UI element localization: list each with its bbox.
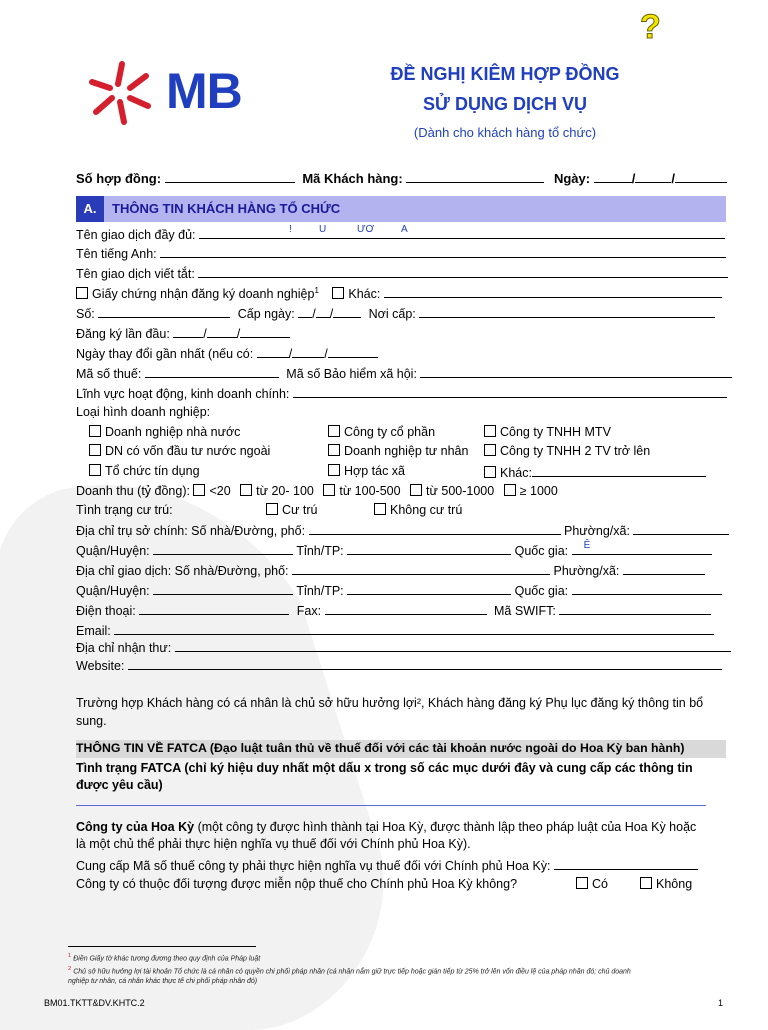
tax-exempt-question: Công ty có thuộc đối tượng được miễn nộp thuế cho Chính phủ Hoa Kỳ không? — [76, 877, 518, 891]
head-office-street-field[interactable] — [309, 522, 561, 535]
enterprise-type-option-label: Tổ chức tín dụng — [105, 464, 200, 478]
country-mark: Ê — [583, 540, 591, 551]
issue-place-field[interactable] — [419, 305, 715, 318]
footer-form-code: BM01.TKTT&DV.KHTC.2 — [44, 998, 145, 1008]
enterprise-type-checkbox[interactable] — [484, 444, 496, 456]
short-name-label: Tên giao dịch viết tắt: — [76, 267, 195, 281]
trading-district-row — [76, 582, 726, 600]
latest-change-day-field[interactable] — [257, 345, 289, 358]
mailing-address-field[interactable] — [175, 639, 731, 652]
website-field[interactable] — [128, 657, 722, 670]
enterprise-type-option[interactable] — [89, 464, 200, 478]
district-label: Quận/Huyện: — [76, 584, 150, 598]
footnote-2-number: 2 — [68, 966, 72, 972]
us-tin-row — [76, 857, 698, 873]
revenue-option-label: <20 — [209, 484, 231, 498]
help-icon[interactable]: ? — [640, 8, 661, 46]
latest-change-month-field[interactable] — [292, 345, 324, 358]
enterprise-type-row — [76, 405, 726, 423]
enterprise-type-option[interactable] — [328, 444, 468, 458]
enterprise-type-checkbox[interactable] — [89, 444, 101, 456]
contract-no-field[interactable] — [165, 170, 295, 183]
business-field-field[interactable] — [293, 385, 727, 398]
date-label: Ngày: — [553, 171, 591, 186]
footnote-1-text: Điền Giấy tờ khác tương đương theo quy định của Pháp luật — [73, 955, 261, 963]
reg-cert-checkbox[interactable] — [76, 287, 88, 299]
business-field-row — [76, 385, 726, 403]
first-reg-label: Đăng ký lần đầu: — [76, 327, 170, 341]
first-reg-month-field[interactable] — [207, 325, 237, 338]
enterprise-type-checkbox[interactable] — [328, 444, 340, 456]
ward-label: Phường/xã: — [564, 524, 630, 538]
issue-year-field[interactable] — [333, 305, 361, 318]
trading-address-row — [76, 562, 726, 580]
page-number: 1 — [718, 998, 724, 1008]
email-row — [76, 622, 726, 640]
mb-logo — [86, 58, 266, 128]
number-label: Số: — [76, 307, 95, 321]
enterprise-type-option-label: Công ty TNHH MTV — [500, 425, 611, 439]
province-label: Tỉnh/TP: — [296, 544, 344, 558]
full-name-mark: ! — [289, 224, 292, 235]
website-row — [76, 657, 726, 675]
trading-street-field[interactable] — [292, 562, 550, 575]
revenue-checkbox[interactable] — [240, 484, 252, 496]
residency-option[interactable] — [374, 503, 462, 517]
issue-day-field[interactable] — [298, 305, 312, 318]
english-name-label: Tên tiếng Anh: — [76, 247, 157, 261]
footnote-1-number: 1 — [68, 953, 72, 959]
enterprise-type-option[interactable] — [328, 425, 435, 439]
enterprise-type-option-label: Doanh nghiệp nhà nước — [105, 425, 241, 439]
enterprise-type-option-label: Công ty cổ phần — [344, 425, 436, 439]
latest-change-row: Ngày thay đổi gần nhất (nếu có: / / — [76, 345, 726, 363]
contract-no-label: Số hợp đồng: — [76, 171, 162, 186]
latest-change-year-field[interactable] — [328, 345, 378, 358]
tax-code-row — [76, 365, 726, 383]
us-company-bold: Công ty của Hoa Kỳ — [76, 820, 195, 834]
phone-label: Điện thoại: — [76, 604, 136, 618]
us-company-line1 — [76, 820, 696, 834]
website-label: Website: — [76, 659, 125, 673]
enterprise-type-option-label: Doanh nghiệp tư nhân — [344, 444, 469, 458]
date-month-field[interactable] — [635, 170, 671, 183]
enterprise-type-checkbox[interactable] — [328, 464, 340, 476]
enterprise-type-option[interactable] — [89, 444, 270, 458]
head-office-district-field[interactable] — [153, 542, 293, 555]
email-label: Email: — [76, 624, 111, 638]
enterprise-type-label: Loại hình doanh nghiệp: — [76, 405, 211, 419]
form-subtitle: (Dành cho khách hàng tổ chức) — [413, 125, 597, 140]
social-ins-label: Mã số Bảo hiểm xã hội: — [286, 367, 417, 381]
district-label: Quận/Huyện: — [76, 544, 150, 558]
contract-line: Số hợp đồng: Mã Khách hàng: Ngày: / / — [76, 170, 726, 188]
enterprise-type-option[interactable] — [484, 444, 650, 458]
enterprise-type-checkbox[interactable] — [484, 425, 496, 437]
enterprise-type-option[interactable] — [484, 425, 611, 439]
issue-month-field[interactable] — [316, 305, 330, 318]
swift-field[interactable] — [559, 602, 711, 615]
issue-date-label: Cấp ngày: — [237, 307, 295, 321]
footnote-divider — [68, 946, 256, 947]
footnote-2-text: Chủ sở hữu hưởng lợi tài khoản Tổ chức là cá nhân có quyền chi phối pháp nhân (cá nhân nắm giữ trực tiếp hoặc gián tiếp từ 25% trở lên vốn điều lệ của pháp nhân đó; chủ doanh — [73, 968, 631, 976]
other-doc-checkbox[interactable] — [332, 287, 344, 299]
section-a-title: THÔNG TIN KHÁCH HÀNG TỔ CHỨC — [112, 201, 341, 216]
footnote-1 — [68, 953, 260, 962]
tax-exempt-no[interactable] — [640, 877, 692, 891]
country-label: Quốc gia: — [514, 584, 569, 598]
enterprise-type-option-label: Hợp tác xã — [344, 464, 405, 478]
section-a-header — [76, 196, 726, 222]
tax-exempt-yes-label: Có — [592, 877, 608, 891]
full-name-mark: U — [319, 224, 327, 235]
logo-text: MB — [166, 63, 242, 119]
phone-field[interactable] — [139, 602, 289, 615]
full-name-mark: A — [401, 224, 408, 235]
tax-code-field[interactable] — [145, 365, 279, 378]
number-row: Số: Cấp ngày: / / Nơi cấp: — [76, 305, 726, 323]
residency-checkbox[interactable] — [374, 503, 386, 515]
tax-exempt-yes[interactable] — [576, 877, 608, 891]
tax-exempt-no-checkbox[interactable] — [640, 877, 652, 889]
social-ins-field[interactable] — [420, 365, 732, 378]
trading-address-label: Địa chỉ giao dịch: Số nhà/Đường, phố: — [76, 564, 289, 578]
footnote-2 — [68, 966, 631, 975]
enterprise-type-option[interactable] — [89, 425, 240, 439]
revenue-option-label: ≥ 1000 — [519, 484, 558, 498]
enterprise-type-option-label: Khác: — [500, 466, 532, 480]
english-name-field[interactable] — [160, 245, 726, 258]
email-field[interactable] — [114, 622, 714, 635]
fatca-divider — [76, 805, 706, 806]
enterprise-type-checkbox[interactable] — [89, 425, 101, 437]
latest-change-label: Ngày thay đổi gần nhất (nếu có: — [76, 347, 254, 361]
enterprise-type-checkbox[interactable] — [328, 425, 340, 437]
form-title-line2: SỬ DỤNG DỊCH VỤ — [423, 94, 587, 114]
us-company-rest: (một công ty được hình thành tại Hoa Kỳ, được thành lập theo pháp luật của Hoa Kỳ hoặc — [197, 820, 697, 834]
short-name-row — [76, 265, 726, 283]
revenue-row — [76, 484, 726, 502]
head-office-ward-field[interactable] — [633, 522, 729, 535]
enterprise-type-option-label: Công ty TNHH 2 TV trở lên — [500, 444, 651, 458]
fax-field[interactable] — [325, 602, 487, 615]
first-reg-row: Đăng ký lần đầu: / / — [76, 325, 726, 343]
head-office-label: Địa chỉ trụ sở chính: Số nhà/Đường, phố: — [76, 524, 306, 538]
footnote-2-cont: nghiệp tư nhân, cá nhân khác thực tế chi phối pháp nhân đó) — [68, 978, 258, 985]
fatca-status-line2: được yêu cầu) — [76, 778, 163, 792]
country-label: Quốc gia: — [514, 544, 569, 558]
trading-ward-field[interactable] — [623, 562, 705, 575]
number-field[interactable] — [98, 305, 230, 318]
issue-place-label: Nơi cấp: — [368, 307, 416, 321]
first-reg-year-field[interactable] — [240, 325, 290, 338]
revenue-option-label: từ 100-500 — [339, 484, 401, 498]
head-office-row — [76, 522, 726, 540]
revenue-checkbox[interactable] — [323, 484, 335, 496]
residency-option-label: Cư trú — [282, 503, 318, 517]
other-doc-field[interactable] — [384, 285, 722, 298]
enterprise-type-option[interactable] — [328, 464, 405, 478]
head-office-district-row — [76, 542, 726, 560]
full-name-row — [76, 226, 726, 244]
revenue-label: Doanh thu (tỷ đồng): — [76, 484, 190, 498]
trading-district-field[interactable] — [153, 582, 293, 595]
form-title-line1: ĐỀ NGHỊ KIÊM HỢP ĐỒNG — [390, 64, 620, 84]
tax-code-label: Mã số thuế: — [76, 367, 142, 381]
section-a-badge: A. — [76, 196, 104, 222]
footnote-ref-1: 1 — [314, 285, 319, 295]
revenue-checkbox[interactable] — [410, 484, 422, 496]
phone-row — [76, 602, 726, 620]
tax-exempt-no-label: Không — [656, 877, 693, 891]
date-day-field[interactable] — [594, 170, 632, 183]
business-field-label: Lĩnh vực hoạt động, kinh doanh chính: — [76, 387, 290, 401]
full-name-label: Tên giao dịch đầy đủ: — [76, 228, 196, 242]
residency-label: Tình trạng cư trú: — [76, 503, 173, 517]
english-name-row — [76, 245, 726, 263]
reg-cert-label: Giấy chứng nhận đăng ký doanh nghiệp — [92, 287, 315, 301]
trading-province-field[interactable] — [347, 582, 511, 595]
customer-code-field[interactable] — [406, 170, 544, 183]
date-year-field[interactable] — [675, 170, 727, 183]
revenue-option-label: từ 20- 100 — [256, 484, 314, 498]
us-company-line2: là một chủ thể phải thực hiện nghĩa vụ thuế đối với Chính phủ Hoa Kỳ). — [76, 837, 471, 851]
short-name-field[interactable] — [198, 265, 728, 278]
mailing-address-row — [76, 639, 726, 657]
swift-label: Mã SWIFT: — [494, 604, 556, 618]
customer-code-label: Mã Khách hàng: — [302, 171, 403, 186]
residency-option-label: Không cư trú — [390, 503, 463, 517]
first-reg-day-field[interactable] — [173, 325, 203, 338]
enterprise-type-option[interactable] — [484, 464, 706, 480]
fax-label: Fax: — [296, 604, 322, 618]
residency-option[interactable] — [266, 503, 317, 517]
beneficial-owner-note: Trường hợp Khách hàng có cá nhân là chủ sở hữu hưởng lợi², Khách hàng đăng ký Phụ lục đăng ký thông tin bổ sung. — [76, 696, 704, 728]
trading-country-field[interactable] — [572, 582, 722, 595]
enterprise-type-option-label: DN có vốn đầu tư nước ngoài — [105, 444, 271, 458]
full-name-mark: ƯƠ — [357, 224, 375, 235]
revenue-checkbox[interactable] — [193, 484, 205, 496]
revenue-checkbox[interactable] — [504, 484, 516, 496]
us-tin-label: Cung cấp Mã số thuế công ty phải thực hiện nghĩa vụ thuế đối với Chính phủ Hoa Kỳ: — [76, 859, 551, 873]
enterprise-type-checkbox[interactable] — [89, 464, 101, 476]
fatca-heading: THÔNG TIN VỀ FATCA (Đạo luật tuân thủ về thuế đối với các tài khoản nước ngoài do Hoa Kỳ ban hành) — [76, 741, 685, 755]
star-logo-icon — [86, 58, 156, 128]
enterprise-type-checkbox[interactable] — [484, 466, 496, 478]
reg-cert-row — [76, 285, 726, 303]
head-office-province-field[interactable] — [347, 542, 511, 555]
fatca-status-line1: Tình trạng FATCA (chỉ ký hiệu duy nhất một dấu x trong số các mục dưới đây và cung cấp các thông tin — [76, 761, 693, 775]
head-office-country-field[interactable] — [572, 542, 712, 555]
us-tin-field[interactable] — [554, 857, 698, 870]
ward-label: Phường/xã: — [553, 564, 620, 578]
tax-exempt-yes-checkbox[interactable] — [576, 877, 588, 889]
mailing-address-label: Địa chỉ nhận thư: — [76, 641, 172, 655]
province-label: Tỉnh/TP: — [296, 584, 344, 598]
other-doc-label: Khác: — [348, 287, 381, 301]
full-name-field[interactable] — [199, 226, 725, 239]
residency-checkbox[interactable] — [266, 503, 278, 515]
tax-exempt-row — [76, 877, 517, 891]
revenue-option-label: từ 500-1000 — [426, 484, 495, 498]
enterprise-type-other-field[interactable] — [532, 464, 706, 477]
